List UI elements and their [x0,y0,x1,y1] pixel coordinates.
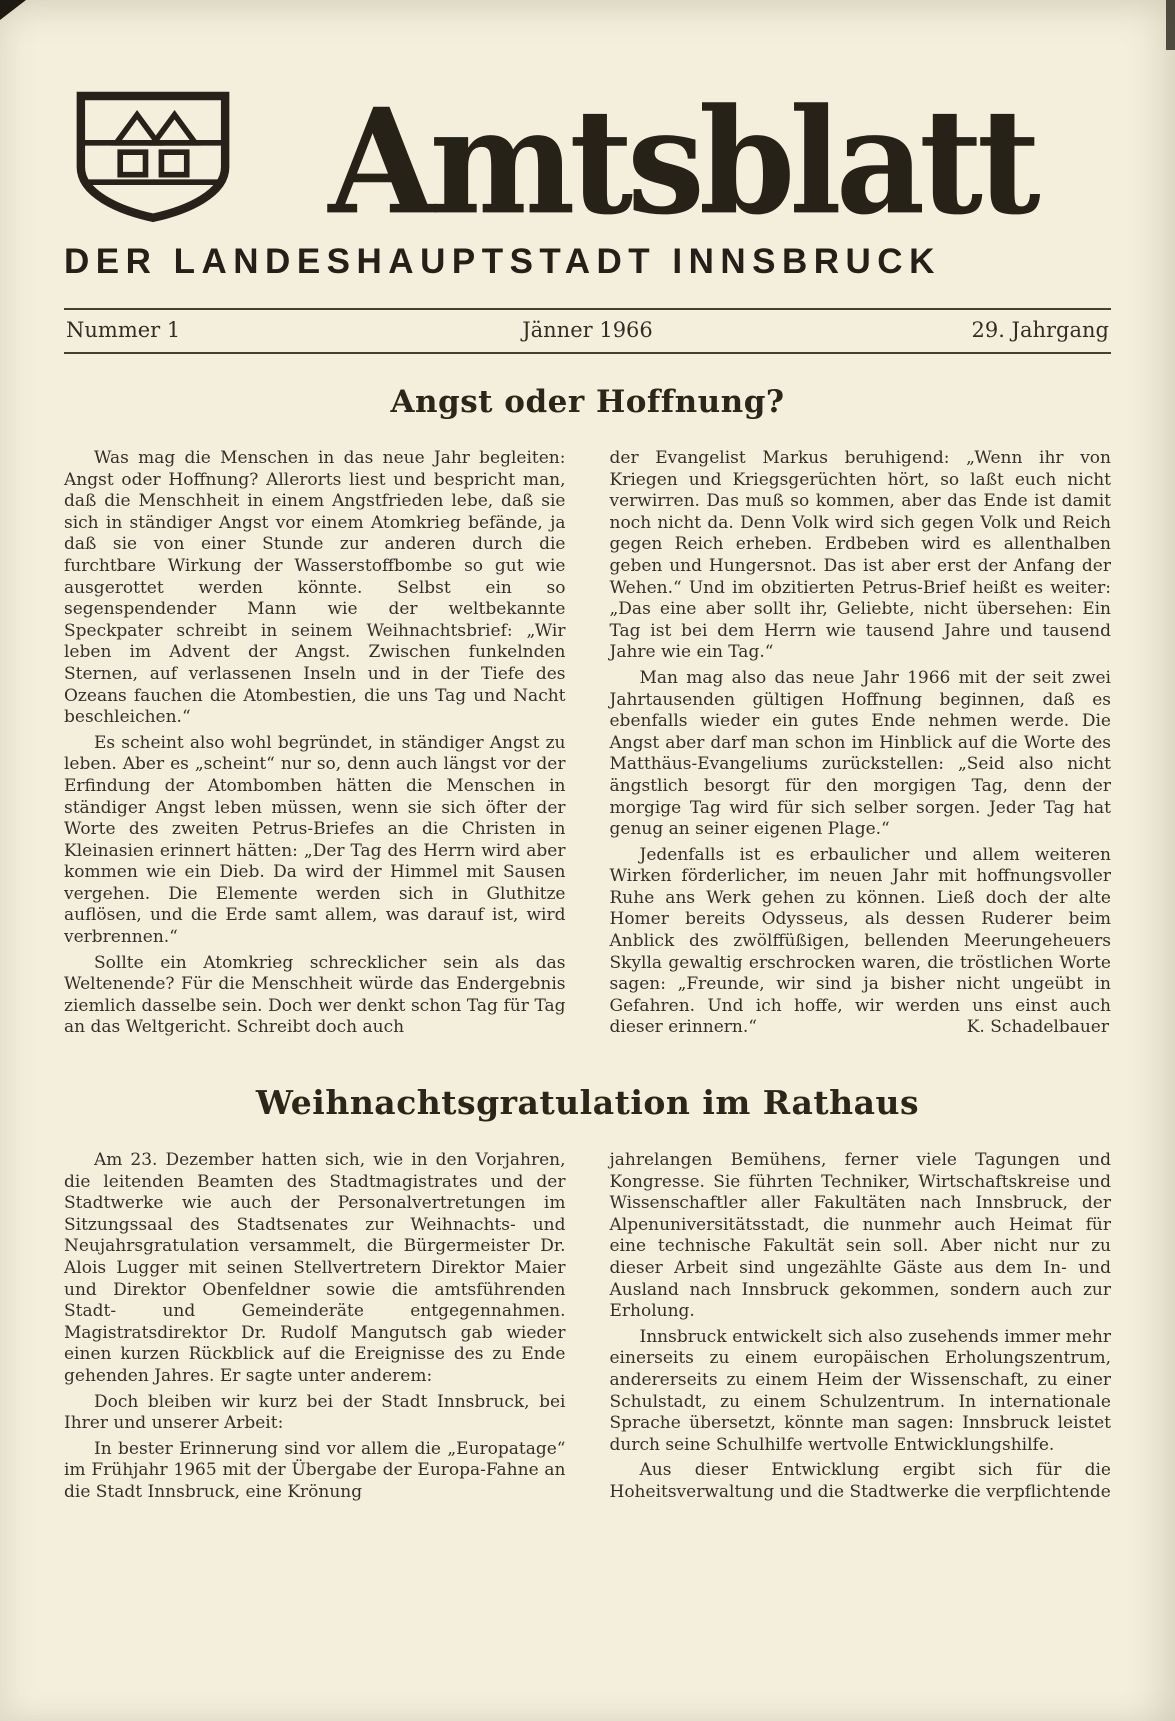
scan-artifact-top-right [1166,0,1175,50]
issue-number: Nummer 1 [66,318,181,342]
paragraph: der Evangelist Markus beruhigend: „Wenn ihr von Kriegen und Kriegsgerüchten hört, so laßt euch nicht verwirren. Das muß so kommen, aber das Ende ist damit noch nicht da. Denn Volk wird sich gegen Volk und Reich gegen Reich erheben. Erdbeben wird es allenthalben geben und Hungersnot. Das ist aber erst der Anfang der Wehen.“ Und im obzitierten Petrus-Brief heißt es weiter: „Das eine aber sollt ihr, Geliebte, nicht übersehen: Ein Tag ist bei dem Herrn wie tausend Jahre und tausend Jahre wie ein Tag.“ [609,448,1111,663]
article-angst-oder-hoffnung [64,384,1111,1039]
issue-info-row [64,310,1111,352]
article-columns [64,1150,1111,1504]
paragraph: Am 23. Dezember hatten sich, wie in den Vorjahren, die leitenden Beamten des Stadtmagistrates und der Stadtwerke wie auch der Personalvertretungen im Sitzungssaal des Stadtsenates zur Weihnachts- und Neujahrsgratulation versammelt, die Bürgermeister Dr. Alois Lugger mit seinen Stellvertretern Direktor Maier und Direktor Obenfeldner sowie die amtsführenden Stadt- und Gemeinderäte entgegennahmen. Magistratsdirektor Dr. Rudolf Mangutsch gab wieder einen kurzen Rückblick auf die Ereignisse des zu Ende gehenden Jahres. Er sagte unter anderem: [64,1150,566,1386]
paragraph: jahrelangen Bemühens, ferner viele Tagungen und Kongresse. Sie führten Techniker, Wirtschaftskreise und Wissenschaftler aller Fakultäten nach Innsbruck, der Alpenuniversitätsstadt, die nunmehr auch Heimat für eine technische Fakultät sein soll. Aber nicht nur zu dieser Arbeit sind ungezählte Gäste aus dem In- und Ausland nach Innsbruck gekommen, sondern auch zur Erholung. [609,1150,1111,1322]
paragraph [610,845,1112,1039]
paragraph: In bester Erinnerung sind vor allem die „Europatage“ im Frühjahr 1965 mit der Übergabe der Europa-Fahne an die Stadt Innsbruck, eine Krönung [64,1438,566,1502]
masthead-title: Amtsblatt [328,75,1035,248]
author-signature: K. Schadelbauer [966,1017,1109,1038]
paragraph-text: Jedenfalls ist es erbaulicher und allem weiteren Wirken förderlicher, im neuen Jahr mit hoffnungsvoller Ruhe ans Werk gehen zu können. Ließ doch der alte Homer bereits Odysseus, als dessen Ruderer beim Anblick des zwölffüßigen, bellenden Meerungeheuers Skylla gewaltig erschrocken waren, die tröstlichen Worte sagen: „Freunde, wir sind ja bisher nicht ungeübt in Gefahren. Und ich hoffe, wir werden uns einst auch dieser erinnern.“ [609,844,1111,1038]
article-column-right [610,448,1112,1039]
article-column-left [64,448,566,1039]
article-column-right [610,1150,1112,1504]
masthead [64,75,1111,282]
article-title: Weihnachtsgratulation im Rathaus [255,1083,920,1123]
article-title: Angst oder Hoffnung? [390,384,785,420]
divider-bottom [64,352,1111,354]
innsbruck-coat-of-arms-icon [64,84,242,226]
paragraph: Man mag also das neue Jahr 1966 mit der seit zwei Jahrtausenden gültigen Hoffnung beginnen, daß es ebenfalls wieder ein gutes Ende nehmen werde. Die Angst aber darf man schon im Hinblick auf die Worte des Matthäus-Evangeliums zurückstellen: „Seid also nicht ängstlich besorgt für den morgigen Tag, denn der morgige Tag wird für sich selber sorgen. Jeder Tag hat genug an seiner eigenen Plage.“ [609,667,1111,840]
paragraph: Doch bleiben wir kurz bei der Stadt Innsbruck, bei Ihrer und unserer Arbeit: [64,1391,566,1434]
paragraph: Was mag die Menschen in das neue Jahr begleiten: Angst oder Hoffnung? Allerorts liest und bespricht man, daß die Menschheit in einem Angstfrieden lebe, daß sie sich in ständiger Angst vor einem Atomkrieg befände, ja daß sie von einer Stunde zur anderen durch die furchtbare Wirkung der Wasserstoffbombe so gut wie ausgerottet werden könnte. Selbst ein so segenspendender Mann wie der weltbekannte Speckpater schreibt in seinem Weihnachtsbrief: „Wir leben im Advent der Angst. Zwischen funkelnden Sternen, auf verlassenen Inseln und in der Tiefe des Ozeans fauchen die Atombestien, die uns Tag und Nacht beschleichen.“ [64,448,566,728]
issue-volume: 29. Jahrgang [971,318,1109,342]
masthead-row [64,75,1111,248]
article-weihnachtsgratulation [64,1083,1111,1504]
paragraph: Aus dieser Entwicklung ergibt sich für die Hoheitsverwaltung und die Stadtwerke die verpflichtende [609,1460,1111,1502]
article-columns [64,448,1111,1039]
masthead-subtitle: DER LANDESHAUPTSTADT INNSBRUCK [64,242,941,281]
paragraph: Sollte ein Atomkrieg schrecklicher sein als das Weltenende? Für die Menschheit würde das Endergebnis ziemlich dasselbe sein. Doch wer denkt schon Tag für Tag an das Weltgericht. Schreibt doch auch [64,952,566,1038]
paragraph: Es scheint also wohl begründet, in ständiger Angst zu leben. Aber es „scheint“ nur so, denn auch längst vor der Erfindung der Atombomben hätten die Menschen in ständiger Angst leben müssen, wenn sie sich öfter der Worte des zweiten Petrus-Briefes an die Christen in Kleinasien erinnert hätten: „Der Tag des Herrn wird aber kommen wie ein Dieb. Da wird der Himmel mit Sausen vergehen. Die Elemente werden sich in Gluthitze auflösen, und die Erde samt allem, was darauf ist, wird verbrennen.“ [64,732,566,948]
paragraph: Innsbruck entwickelt sich also zusehends immer mehr einerseits zu einem europäischen Erholungszentrum, andererseits zu einem Heim der Wissenschaft, zu einer Schulstadt, zu einem Schulzentrum. In internationale Sprache übersetzt, könnte man sagen: Innsbruck leistet durch seine Schulhilfe wertvolle Entwicklungshilfe. [609,1326,1111,1455]
scan-artifact-top-left [0,0,26,20]
issue-date: Jänner 1966 [522,318,653,342]
article-column-left [64,1150,566,1504]
